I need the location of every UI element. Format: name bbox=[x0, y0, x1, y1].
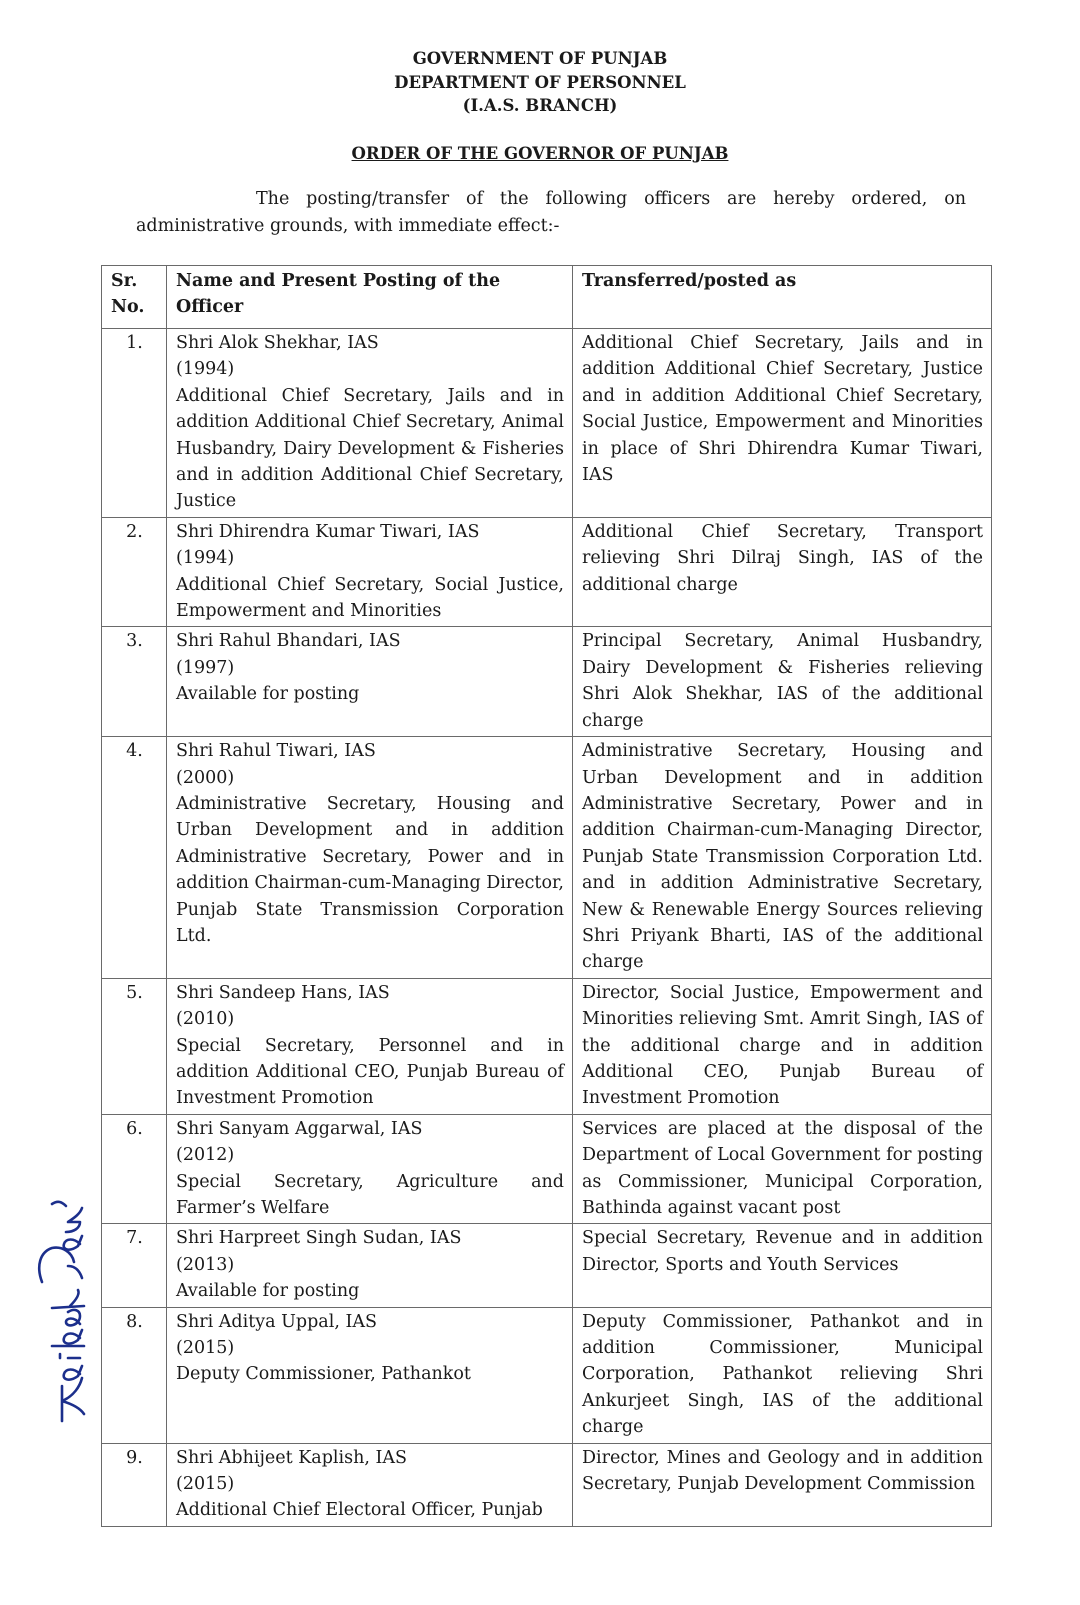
row-transferred-posted: Additional Chief Secretary, Jails and in addition Additional Chief Secretary, Justice and in addition Additional Chief Secretary, Social Justice, Empowerment and Minorities in place of Shri Dhirendra Kumar Tiwari, IAS bbox=[573, 329, 992, 518]
header-name-present-posting: Name and Present Posting of the Officer bbox=[167, 266, 573, 329]
officer-batch: (2015) bbox=[176, 1474, 235, 1495]
officer-name: Shri Aditya Uppal, IAS bbox=[176, 1311, 377, 1332]
officer-batch: (2013) bbox=[176, 1254, 235, 1275]
table-row bbox=[102, 1443, 992, 1526]
officer-name: Shri Rahul Bhandari, IAS bbox=[176, 631, 401, 652]
row-sr-no: 2. bbox=[102, 517, 167, 627]
table-row bbox=[102, 329, 992, 518]
present-posting: Special Secretary, Personnel and in addition Additional CEO, Punjab Bureau of Investment Promotion bbox=[176, 1035, 564, 1109]
header-department: DEPARTMENT OF PERSONNEL bbox=[394, 72, 686, 92]
officer-batch: (1994) bbox=[176, 359, 235, 380]
table-row bbox=[102, 1307, 992, 1443]
document-header bbox=[0, 47, 1080, 118]
row-transferred-posted: Director, Mines and Geology and in addition Secretary, Punjab Development Commission bbox=[573, 1443, 992, 1526]
officer-batch: (2015) bbox=[176, 1338, 235, 1359]
officer-name: Shri Rahul Tiwari, IAS bbox=[176, 741, 376, 762]
row-transferred-posted: Additional Chief Secretary, Transport relieving Shri Dilraj Singh, IAS of the additional charge bbox=[573, 517, 992, 627]
officer-batch: (2000) bbox=[176, 767, 235, 788]
row-transferred-posted: Administrative Secretary, Housing and Urban Development and in addition Administrative Secretary, Power and in addition Chairman-cum-Managing Director, Punjab State Transmission Corporation Ltd. and in addition Administrative Secretary, New & Renewable Energy Sources relieving Shri Priyank Bharti, IAS of the additional charge bbox=[573, 737, 992, 979]
row-sr-no: 5. bbox=[102, 978, 167, 1114]
present-posting: Available for posting bbox=[176, 684, 360, 705]
present-posting: Special Secretary, Agriculture and Farmer’s Welfare bbox=[176, 1171, 564, 1218]
present-posting: Additional Chief Secretary, Social Justice, Empowerment and Minorities bbox=[176, 574, 564, 622]
intro-paragraph: The posting/transfer of the following officers are hereby ordered, on administrative grounds, with immediate effect:- bbox=[136, 189, 966, 236]
row-officer-present-posting bbox=[167, 1307, 573, 1443]
signature-icon bbox=[22, 1196, 97, 1426]
officer-name: Shri Harpreet Singh Sudan, IAS bbox=[176, 1228, 462, 1249]
row-sr-no: 7. bbox=[102, 1224, 167, 1307]
row-officer-present-posting bbox=[167, 517, 573, 627]
officer-batch: (2012) bbox=[176, 1145, 235, 1166]
header-transferred-posted: Transferred/posted as bbox=[573, 266, 992, 329]
row-transferred-posted: Deputy Commissioner, Pathankot and in addition Commissioner, Municipal Corporation, Pathankot relieving Shri Ankurjeet Singh, IAS of the additional charge bbox=[573, 1307, 992, 1443]
officer-name: Shri Alok Shekhar, IAS bbox=[176, 333, 379, 353]
row-transferred-posted: Principal Secretary, Animal Husbandry, Dairy Development & Fisheries relieving Shri Alok Shekhar, IAS of the additional charge bbox=[573, 627, 992, 737]
row-sr-no: 3. bbox=[102, 627, 167, 737]
table-header-row bbox=[102, 266, 992, 329]
transfer-table bbox=[101, 265, 992, 1527]
row-officer-present-posting bbox=[167, 978, 573, 1114]
officer-name: Shri Sanyam Aggarwal, IAS bbox=[176, 1118, 423, 1139]
officer-batch: (2010) bbox=[176, 1009, 235, 1030]
row-sr-no: 1. bbox=[102, 329, 167, 518]
signature bbox=[22, 1196, 97, 1426]
table-row bbox=[102, 1224, 992, 1307]
header-branch: (I.A.S. BRANCH) bbox=[462, 96, 618, 115]
officer-name: Shri Abhijeet Kaplish, IAS bbox=[176, 1447, 408, 1468]
row-sr-no: 8. bbox=[102, 1307, 167, 1443]
table-body bbox=[102, 329, 992, 1527]
present-posting: Administrative Secretary, Housing and Urban Development and in addition Administrative Secretary, Power and in addition Chairman-cum-Managing Director, Punjab State Transmission Corporation Ltd. bbox=[176, 793, 564, 946]
present-posting: Available for posting bbox=[176, 1281, 360, 1302]
row-sr-no: 4. bbox=[102, 737, 167, 979]
officer-batch: (1994) bbox=[176, 548, 235, 569]
row-transferred-posted: Special Secretary, Revenue and in addition Director, Sports and Youth Services bbox=[573, 1224, 992, 1307]
order-title: ORDER OF THE GOVERNOR OF PUNJAB bbox=[351, 144, 729, 163]
row-transferred-posted: Director, Social Justice, Empowerment and Minorities relieving Smt. Amrit Singh, IAS of the additional charge and in addition Additional CEO, Punjab Bureau of Investment Promotion bbox=[573, 978, 992, 1114]
table-row bbox=[102, 627, 992, 737]
table-row bbox=[102, 517, 992, 627]
row-officer-present-posting bbox=[167, 1114, 573, 1224]
header-sr-no: Sr. No. bbox=[102, 266, 167, 329]
table-row bbox=[102, 737, 992, 979]
present-posting: Additional Chief Secretary, Jails and in addition Additional Chief Secretary, Animal Husbandry, Dairy Development & Fisheries and in addition Additional Chief Secretary, Justice bbox=[176, 385, 564, 512]
table-row bbox=[102, 978, 992, 1114]
table-row bbox=[102, 1114, 992, 1224]
row-officer-present-posting bbox=[167, 1224, 573, 1307]
present-posting: Deputy Commissioner, Pathankot bbox=[176, 1364, 471, 1385]
officer-name: Shri Dhirendra Kumar Tiwari, IAS bbox=[176, 521, 480, 542]
row-officer-present-posting bbox=[167, 627, 573, 737]
row-officer-present-posting bbox=[167, 1443, 573, 1526]
row-transferred-posted: Services are placed at the disposal of the Department of Local Government for posting as Commissioner, Municipal Corporation, Bathinda against vacant post bbox=[573, 1114, 992, 1224]
officer-batch: (1997) bbox=[176, 657, 235, 678]
present-posting: Additional Chief Electoral Officer, Punjab bbox=[176, 1500, 543, 1521]
row-sr-no: 6. bbox=[102, 1114, 167, 1224]
row-officer-present-posting bbox=[167, 329, 573, 518]
header-government: GOVERNMENT OF PUNJAB bbox=[412, 49, 668, 68]
row-sr-no: 9. bbox=[102, 1443, 167, 1526]
row-officer-present-posting bbox=[167, 737, 573, 979]
officer-name: Shri Sandeep Hans, IAS bbox=[176, 982, 390, 1003]
